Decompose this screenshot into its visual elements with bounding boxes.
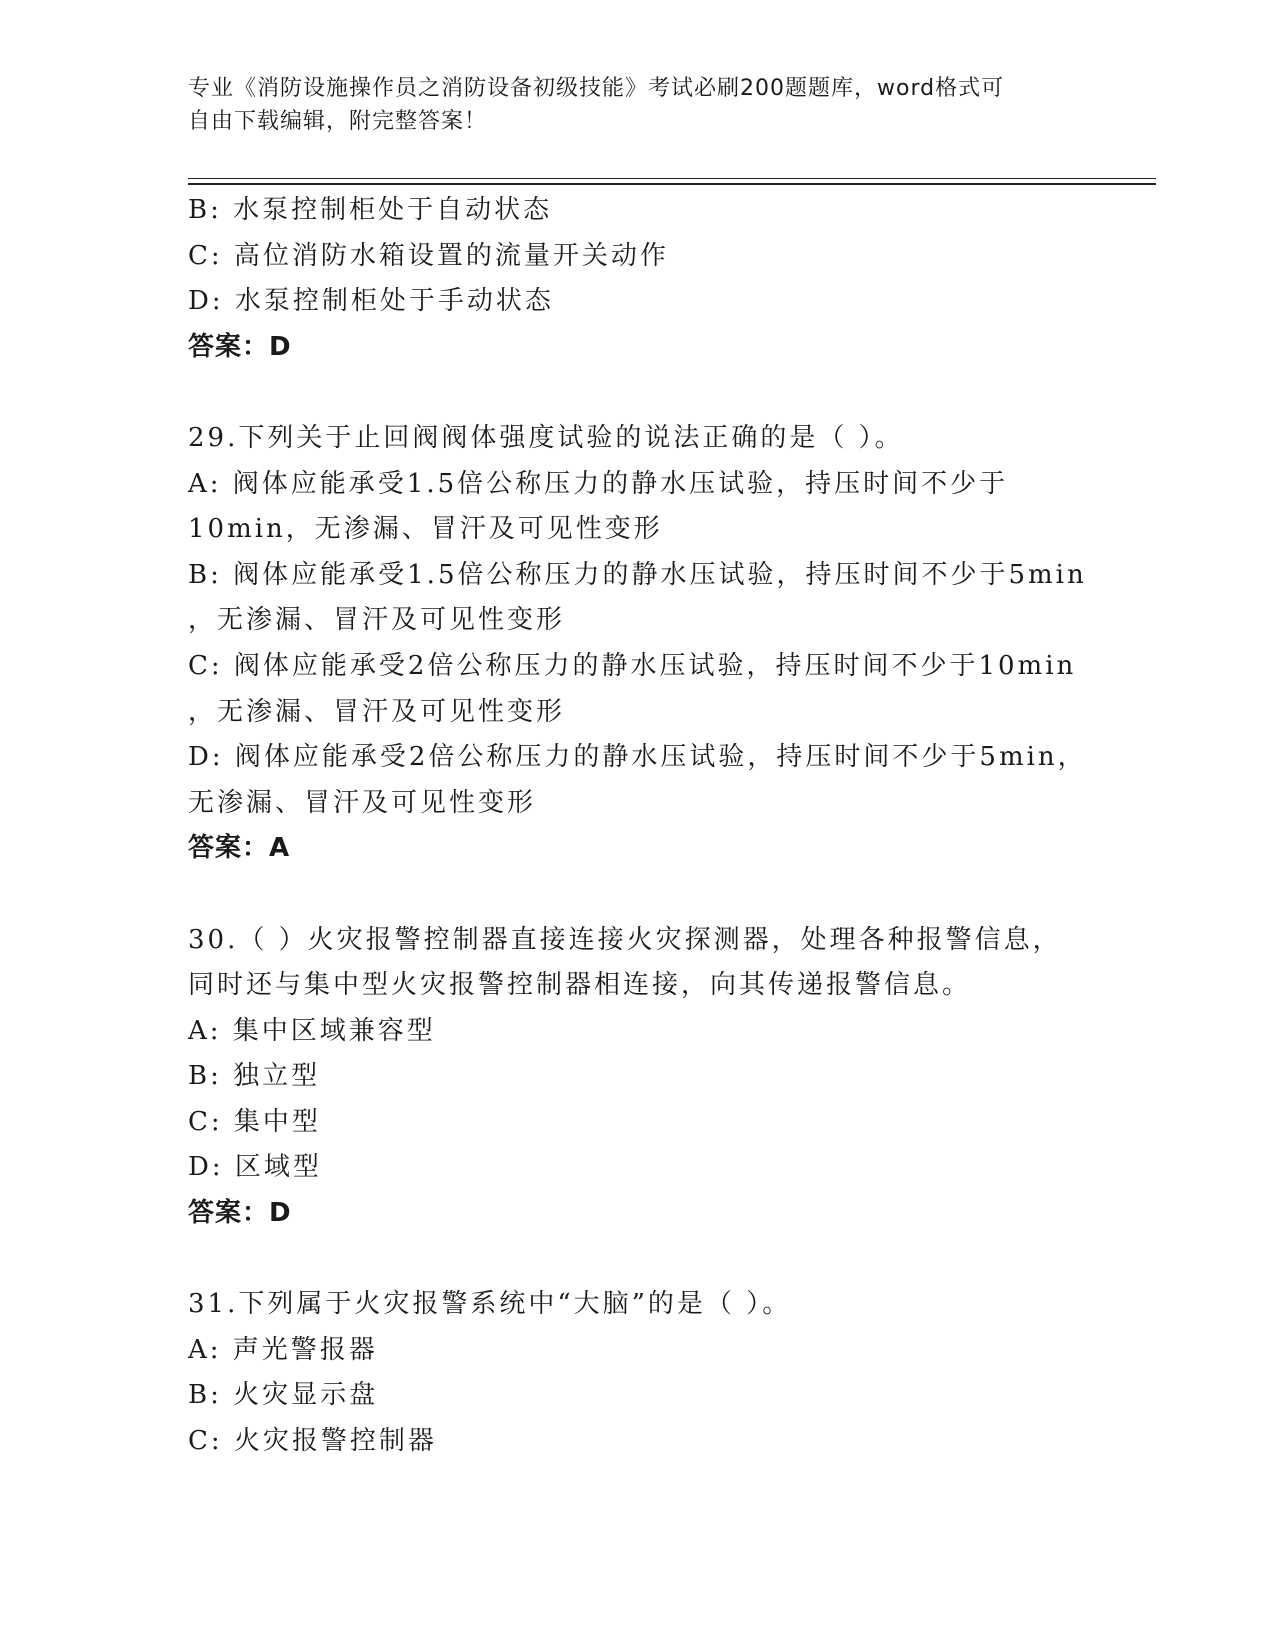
answer-label: 答案：D — [188, 331, 292, 362]
question-28-continued — [188, 188, 1078, 370]
option-d: D: 区域型 — [188, 1152, 322, 1183]
option-b: B: 火灾显示盘 — [188, 1380, 379, 1411]
option-b: B: 独立型 — [188, 1061, 321, 1092]
question-stem: 29.下列关于止回阀阀体强度试验的说法正确的是（ ）。 — [188, 422, 904, 453]
option-a: A: 阀体应能承受1.5倍公称压力的静水压试验，持压时间不少于 — [188, 468, 1009, 499]
header-divider-thick — [188, 183, 1156, 185]
question-31 — [188, 1282, 1078, 1464]
question-29 — [188, 416, 1087, 872]
question-stem: 31.下列属于火灾报警系统中“大脑”的是（ ）。 — [188, 1289, 792, 1320]
header-divider-thin — [188, 178, 1156, 179]
answer-label: 答案：A — [188, 833, 291, 864]
option-a: A: 集中区域兼容型 — [188, 1015, 436, 1046]
document-header — [188, 72, 1068, 138]
option-b: B: 水泵控制柜处于自动状态 — [188, 195, 553, 225]
spacer — [188, 872, 1078, 918]
option-a: A: 声光警报器 — [188, 1334, 378, 1365]
option-a-continued: 10min，无渗漏、冒汗及可见性变形 — [188, 514, 663, 545]
option-d: D: 阀体应能承受2倍公称压力的静水压试验，持压时间不少于5min， — [188, 742, 1087, 773]
option-b: B: 阀体应能承受1.5倍公称压力的静水压试验，持压时间不少于5min — [188, 559, 1087, 590]
option-b-continued: ，无渗漏、冒汗及可见性变形 — [188, 605, 566, 636]
question-stem-continued: 同时还与集中型火灾报警控制器相连接，向其传递报警信息。 — [188, 970, 972, 1001]
spacer — [188, 370, 1078, 416]
option-c: C: 高位消防水箱设置的流量开关动作 — [188, 240, 669, 271]
option-d-continued: 无渗漏、冒汗及可见性变形 — [188, 787, 537, 818]
header-line-2: 自由下载编辑，附完整答案！ — [188, 109, 488, 134]
spacer — [188, 1237, 1078, 1283]
option-c: C: 火灾报警控制器 — [188, 1426, 437, 1457]
question-content — [188, 188, 1087, 1465]
question-30 — [188, 918, 1078, 1237]
option-c-continued: ，无渗漏、冒汗及可见性变形 — [188, 696, 566, 727]
question-stem: 30.（ ）火灾报警控制器直接连接火灾探测器，处理各种报警信息， — [188, 924, 1062, 955]
option-c: C: 阀体应能承受2倍公称压力的静水压试验，持压时间不少于10min — [188, 650, 1077, 681]
header-line-1: 专业《消防设施操作员之消防设备初级技能》考试必刷200题题库，word格式可 — [188, 76, 1005, 101]
option-c: C: 集中型 — [188, 1106, 321, 1137]
answer-label: 答案：D — [188, 1198, 292, 1229]
option-d: D: 水泵控制柜处于手动状态 — [188, 286, 554, 317]
